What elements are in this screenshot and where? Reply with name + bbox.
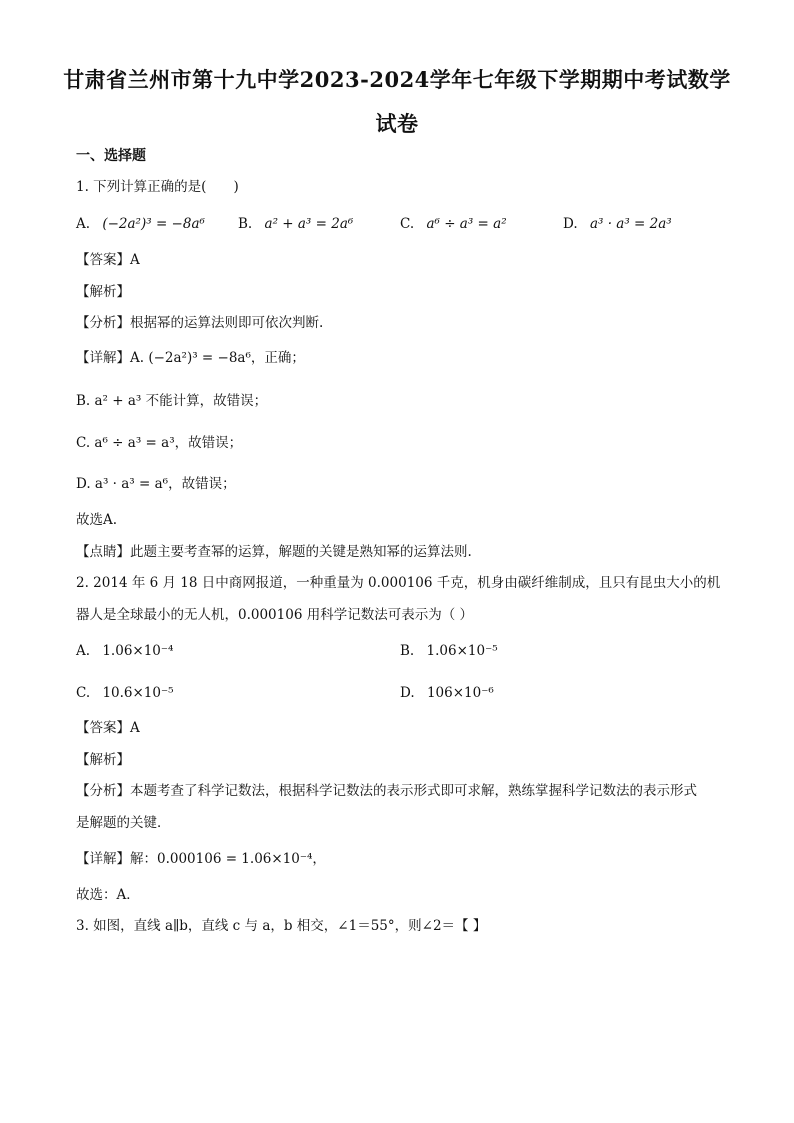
question-1-stem: 1. 下列计算正确的是( ) — [76, 179, 239, 195]
q2-analysis-line2: 是解题的关键． — [76, 815, 171, 831]
q1-option-b-label: B. — [238, 216, 253, 232]
q2-option-b — [400, 641, 498, 661]
q2-option-b-label: B. — [400, 643, 415, 659]
q1-option-a — [76, 214, 205, 234]
q2-option-d-label: D. — [400, 685, 415, 701]
q1-option-b — [238, 214, 353, 234]
q1-detail-b: B. a² + a³ 不能计算，故错误； — [76, 393, 268, 409]
question-2-stem-line2: 器人是全球最小的无人机，0.000106 用科学记数法可表示为（ ） — [76, 607, 473, 623]
q1-analysis-heading: 【解析】 — [76, 284, 130, 300]
q2-detail: 【详解】解：0.000106 = 1.06×10⁻⁴， — [76, 851, 326, 867]
q1-option-a-expr: (−2a²)³ = −8a⁶ — [102, 216, 205, 232]
q1-option-a-label: A. — [76, 216, 91, 232]
q2-option-c-expr: 10.6×10⁻⁵ — [102, 685, 174, 701]
q1-option-d-label: D. — [563, 216, 578, 232]
q1-analysis: 【分析】根据幂的运算法则即可依次判断. — [76, 315, 324, 331]
q2-option-a-label: A. — [76, 643, 91, 659]
q2-analysis-heading: 【解析】 — [76, 752, 130, 768]
q1-detail-a: 【详解】A. (−2a²)³ = −8a⁶，正确； — [76, 350, 305, 366]
q1-option-d-expr: a³ · a³ = 2a³ — [589, 216, 672, 232]
q2-option-d — [400, 683, 494, 703]
question-3-stem: 3. 如图，直线 a∥b，直线 c 与 a，b 相交，∠1＝55°，则∠2＝【 】 — [76, 918, 487, 934]
q1-conclusion: 故选A. — [76, 512, 118, 528]
question-2-stem-line1: 2. 2014 年 6 月 18 日中商网报道，一种重量为 0.000106 千克，机身由碳纤维制成，且只有昆虫大小的机 — [76, 575, 721, 591]
q1-detail-d: D. a³ · a³ = a⁶，故错误； — [76, 476, 236, 492]
q1-detail-c: C. a⁶ ÷ a³ = a³，故错误； — [76, 435, 243, 451]
section-heading: 一、选择题 — [76, 148, 146, 164]
q2-option-d-expr: 106×10⁻⁶ — [426, 685, 494, 701]
q2-option-c-label: C. — [76, 685, 91, 701]
q2-conclusion: 故选：A． — [76, 887, 140, 903]
q1-option-c — [400, 214, 507, 234]
q2-option-b-expr: 1.06×10⁻⁵ — [426, 643, 498, 659]
q1-option-c-label: C. — [400, 216, 415, 232]
q2-answer: 【答案】A — [76, 720, 140, 736]
q1-option-c-expr: a⁶ ÷ a³ = a² — [426, 216, 507, 232]
q2-option-a-expr: 1.06×10⁻⁴ — [102, 643, 174, 659]
document-title: 甘肃省兰州市第十九中学2023-2024学年七年级下学期期中考试数学 — [63, 67, 731, 92]
q1-option-d — [563, 214, 672, 234]
q2-analysis-line1: 【分析】本题考查了科学记数法，根据科学记数法的表示形式即可求解，熟练掌握科学记数法的表示形式 — [76, 783, 697, 799]
document-title-continued: 试卷 — [375, 111, 419, 136]
q1-answer: 【答案】A — [76, 252, 140, 268]
q2-option-c — [76, 683, 174, 703]
q1-remark: 【点睛】此题主要考查幂的运算，解题的关键是熟知幂的运算法则. — [76, 544, 472, 560]
q2-option-a — [76, 641, 173, 661]
q1-option-b-expr: a² + a³ = 2a⁶ — [264, 216, 354, 232]
